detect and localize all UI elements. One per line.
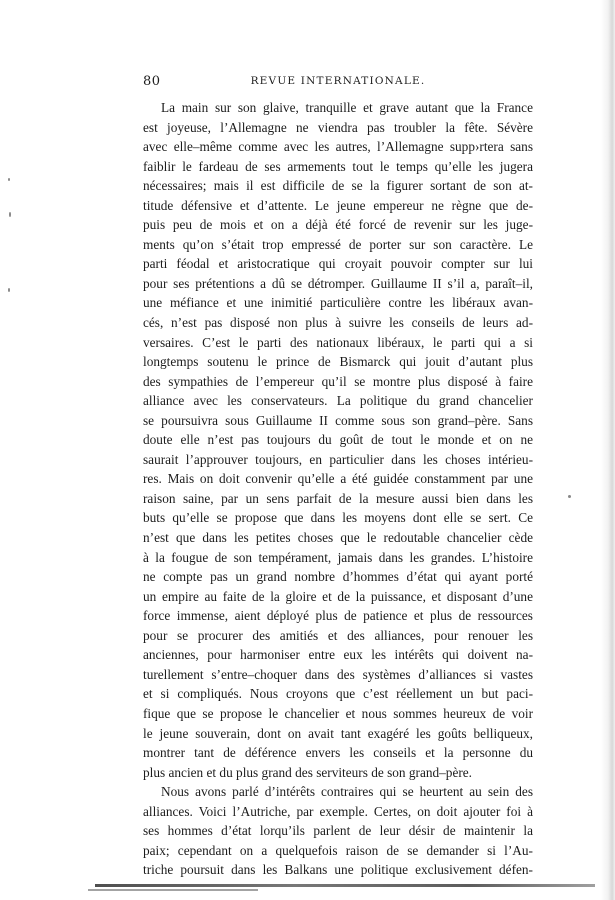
text-line: avec elle–même comme avec les autres, l’Allemagne supp›rtera sans — [143, 139, 533, 155]
text-line: pour ses prétentions a dû se détromper. Guillaume II s’il a, paraît–il, — [143, 275, 533, 291]
text-line: pour se procurer des amitiés et des alliances, pour renouer les — [143, 627, 533, 643]
text-line: plus ancien et du plus grand des serviteurs de son grand–père. — [143, 764, 473, 780]
page-header — [143, 74, 533, 92]
page-number: 80 — [143, 74, 161, 89]
text-line: buts qu’elle se propose que dans les moyens dont elle se sert. Ce — [143, 510, 533, 526]
text-line: un empire au faite de la gloire et de la puissance, et disposant d’une — [143, 588, 533, 604]
text-line: ne compte pas un grand nombre d’hommes d’état qui ayant porté — [143, 569, 533, 585]
text-line: des sympathies de l’empereur qu’il se montre plus disposé à faire — [143, 373, 533, 389]
text-line: anciennes, pour harmoniser entre eux les intérêts qui doivent na- — [143, 647, 533, 663]
text-line: saurait l’approuver toujours, en particulier dans les choses intérieu- — [143, 451, 533, 467]
text-line: longtemps soutenu le prince de Bismarck qui jouit d’autant plus — [143, 354, 533, 370]
text-line: titude défensive et d’attente. Le jeune empereur ne règne que de- — [143, 197, 533, 213]
text-line: montrer tant de déférence envers les conseils et la personne du — [143, 745, 533, 761]
text-line: Nous avons parlé d’intérêts contraires qui se heurtent au sein des — [161, 784, 533, 800]
text-line: turellement s’entre–choquer dans des systèmes d’alliances si vastes — [143, 666, 533, 682]
scan-speck — [568, 495, 571, 498]
running-title: REVUE INTERNATIONALE. — [250, 75, 426, 87]
text-line: se poursuivra sous Guillaume II comme sous son grand–père. Sans — [143, 412, 533, 428]
text-line: puis peu de mois et on a déjà été forcé de revenir sur les juge- — [143, 217, 533, 233]
text-line: à la fougue de son tempérament, jamais dans les grandes. L’histoire — [143, 549, 533, 565]
scan-speck — [9, 212, 11, 217]
bottom-scan-edge — [95, 884, 595, 887]
text-line: force immense, aient déployé plus de patience et plus de ressources — [143, 608, 533, 624]
text-line: ses hommes d’état lorqu’ils parlent de leur désir de maintenir la — [143, 823, 533, 839]
text-line: nécessaires; mais il est difficile de se la figurer sortant de son at- — [143, 178, 533, 194]
text-line: faiblir le fardeau de ses armements tout le temps qu’elle les jugera — [143, 158, 533, 174]
text-line: alliance avec les conservateurs. La politique du grand chancelier — [143, 393, 533, 409]
body-text — [143, 98, 533, 880]
text-line: versaires. C’est le parti des nationaux libéraux, le parti qui a si — [143, 334, 533, 350]
scan-speck — [8, 178, 10, 181]
text-line: doute elle n’est pas toujours du goût de tout le monde et on ne — [143, 432, 533, 448]
page-edge-shadow — [601, 0, 615, 900]
text-line: fique que se propose le chancelier et nous sommes heureux de voir — [143, 705, 533, 721]
text-line: La main sur son glaive, tranquille et grave autant que la France — [161, 100, 533, 115]
text-line: alliances. Voici l’Autriche, par exemple. Certes, on doit ajouter foi à — [143, 803, 533, 819]
text-line: n’est que dans les petites choses que le redoutable chancelier cède — [143, 530, 533, 546]
text-line: le jeune souverain, dont on avait tant exagéré les goûts belliqueux, — [143, 725, 533, 741]
text-line: res. Mais on doit convenir qu’elle a été guidée constamment par une — [143, 471, 533, 487]
scan-speck — [8, 288, 10, 292]
text-line: est joyeuse, l’Allemagne ne viendra pas troubler la fête. Sévère — [143, 119, 533, 135]
text-line: et si compliqués. Nous croyons que c’est réellement un but paci- — [143, 686, 533, 702]
paragraph-1 — [143, 98, 533, 782]
text-line: une méfiance et une inimitié particulière contre les libéraux avan- — [143, 295, 533, 311]
paragraph-2 — [143, 782, 533, 880]
text-line: raison saine, par un sens parfait de la mesure aussi bien dans les — [143, 490, 533, 506]
bottom-scan-edge — [88, 889, 258, 891]
text-line: parti féodal et aristocratique qui croyait pouvoir compter sur lui — [143, 256, 533, 272]
text-line: cés, n’est pas disposé non plus à suivre les conseils de leurs ad- — [143, 315, 533, 331]
text-line: paix; cependant on a quelquefois raison de se demander si l’Au- — [143, 842, 533, 858]
text-line: triche poursuit dans les Balkans une politique exclusivement défen- — [143, 862, 533, 878]
text-line: ments qu’on s’était trop empressé de porter sur son caractère. Le — [143, 236, 533, 252]
